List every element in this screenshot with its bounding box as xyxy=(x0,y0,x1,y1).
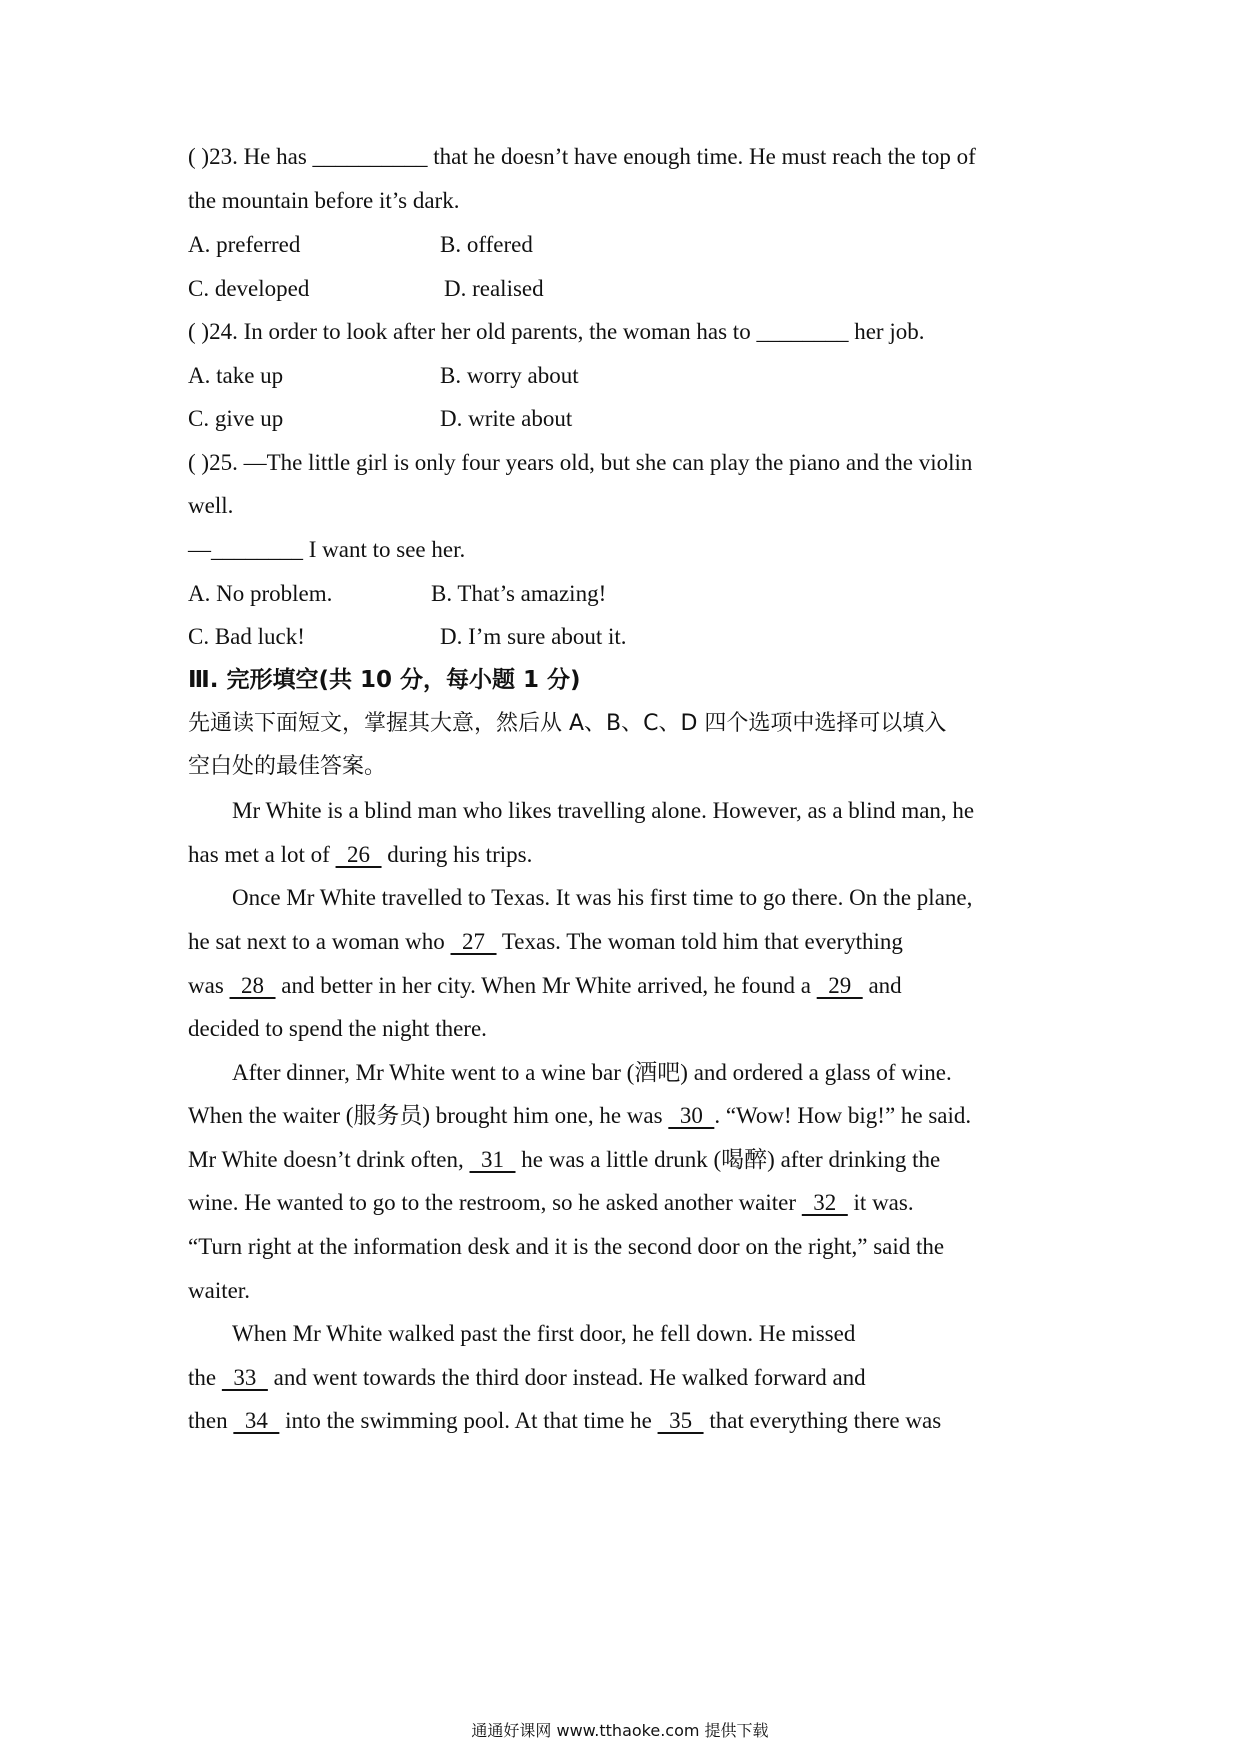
passage-text: he was a little drunk (喝醉) after drinking the xyxy=(515,1147,941,1172)
passage-p3-line-6: waiter. xyxy=(188,1278,250,1303)
q24-option-c: C. give up xyxy=(188,406,284,431)
blank-28: 28 xyxy=(229,973,276,998)
q23-option-d: D. realised xyxy=(444,276,544,301)
q25-reply-text: I want to see her. xyxy=(303,537,466,562)
passage-text: the xyxy=(188,1365,222,1390)
q25-blank: ________ xyxy=(211,537,303,562)
blank-35: 35 xyxy=(657,1408,704,1433)
passage-text: he sat next to a woman who xyxy=(188,929,451,954)
section-instruction-line-2: 空白处的最佳答案。 xyxy=(188,754,387,779)
section-heading: Ⅲ. 完形填空(共 10 分，每小题 1 分) xyxy=(188,667,581,693)
q24-stem xyxy=(188,317,924,347)
q24-option-d: D. write about xyxy=(440,406,573,431)
q23-blank: __________ xyxy=(312,144,428,169)
section-instruction-line-1: 先通读下面短文，掌握其大意，然后从 A、B、C、D 四个选项中选择可以填入 xyxy=(188,711,947,736)
passage-text: that everything there was xyxy=(703,1408,942,1433)
passage-text: and went towards the third door instead. He walked forward and xyxy=(267,1365,866,1390)
q23-option-a: A. preferred xyxy=(188,232,301,257)
passage-p3-line-5: “Turn right at the information desk and it is the second door on the right,” said the xyxy=(188,1234,945,1259)
q24-stem-text-2: her job. xyxy=(848,319,925,344)
q25-stem: ( )25. —The little girl is only four years old, but she can play the piano and the violin xyxy=(188,450,973,475)
q25-option-d: D. I’m sure about it. xyxy=(440,624,627,649)
blank-30: 30 xyxy=(668,1103,715,1128)
passage-text: . “Wow! How big!” he said. xyxy=(714,1103,972,1128)
blank-29: 29 xyxy=(816,973,863,998)
passage-text: then xyxy=(188,1408,234,1433)
passage-p2-line-3 xyxy=(188,971,902,1001)
q25-option-b: B. That’s amazing! xyxy=(431,581,607,606)
passage-p2-line-1: Once Mr White travelled to Texas. It was his first time to go there. On the plane, xyxy=(232,885,973,910)
blank-32: 32 xyxy=(801,1190,848,1215)
passage-text: has met a lot of xyxy=(188,842,336,867)
q23-stem-text: ( )23. He has xyxy=(188,144,313,169)
blank-27: 27 xyxy=(450,929,497,954)
blank-33: 33 xyxy=(221,1365,268,1390)
passage-text: and xyxy=(862,973,902,998)
passage-p3-line-3 xyxy=(188,1145,940,1175)
blank-31: 31 xyxy=(469,1147,516,1172)
passage-p3-line-2 xyxy=(188,1101,971,1131)
blank-26: 26 xyxy=(335,842,382,867)
blank-34: 34 xyxy=(233,1408,280,1433)
q23-stem-cont: the mountain before it’s dark. xyxy=(188,188,460,213)
passage-text: was xyxy=(188,973,230,998)
passage-p4-line-1: When Mr White walked past the first door, he fell down. He missed xyxy=(232,1321,856,1346)
passage-text: Mr White doesn’t drink often, xyxy=(188,1147,470,1172)
passage-p1-line-2 xyxy=(188,840,532,870)
q25-option-c: C. Bad luck! xyxy=(188,624,305,649)
passage-p3-line-1: After dinner, Mr White went to a wine bar (酒吧) and ordered a glass of wine. xyxy=(232,1060,952,1085)
q25-reply-dash: — xyxy=(188,537,211,562)
q25-stem-cont: well. xyxy=(188,493,234,518)
q23-option-c: C. developed xyxy=(188,276,310,301)
page-footer: 通通好课网 www.tthaoke.com 提供下载 xyxy=(471,1721,769,1740)
passage-p2-line-2 xyxy=(188,927,903,957)
passage-text: during his trips. xyxy=(381,842,533,867)
q25-reply xyxy=(188,535,465,565)
q24-option-a: A. take up xyxy=(188,363,284,388)
passage-text: When the waiter (服务员) brought him one, he was xyxy=(188,1103,669,1128)
passage-p3-line-4 xyxy=(188,1188,914,1218)
passage-text: into the swimming pool. At that time he xyxy=(279,1408,658,1433)
q23-stem-text-2: that he doesn’t have enough time. He must reach the top of xyxy=(427,144,976,169)
passage-text: and better in her city. When Mr White arrived, he found a xyxy=(275,973,817,998)
q23-option-b: B. offered xyxy=(440,232,533,257)
q24-stem-text: ( )24. In order to look after her old parents, the woman has to xyxy=(188,319,757,344)
passage-p1-line-1: Mr White is a blind man who likes travelling alone. However, as a blind man, he xyxy=(232,798,975,823)
passage-text: Texas. The woman told him that everything xyxy=(496,929,903,954)
passage-p4-line-3 xyxy=(188,1406,941,1436)
q24-option-b: B. worry about xyxy=(440,363,579,388)
q23-stem xyxy=(188,142,976,172)
passage-text: wine. He wanted to go to the restroom, so he asked another waiter xyxy=(188,1190,802,1215)
q24-blank: ________ xyxy=(756,319,849,344)
passage-p2-line-4: decided to spend the night there. xyxy=(188,1016,487,1041)
passage-text: it was. xyxy=(847,1190,914,1215)
passage-p4-line-2 xyxy=(188,1363,866,1393)
q25-option-a: A. No problem. xyxy=(188,581,333,606)
